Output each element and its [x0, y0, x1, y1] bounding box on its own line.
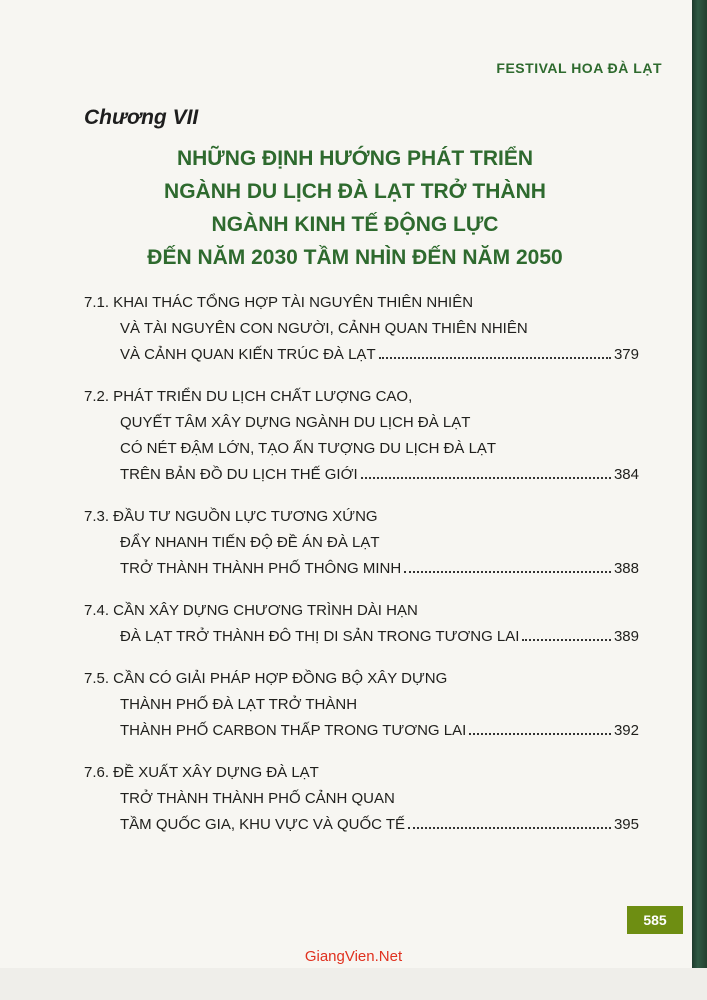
- dot-leader: [522, 639, 611, 641]
- book-spine-edge: [692, 0, 707, 968]
- toc-line: QUYẾT TÂM XÂY DỰNG NGÀNH DU LỊCH ĐÀ LẠT: [120, 414, 471, 431]
- page-number-badge: 585: [627, 906, 683, 934]
- toc-page-number: 388: [613, 560, 639, 577]
- toc-page-number: 392: [613, 722, 639, 739]
- toc-entry[interactable]: [84, 760, 639, 838]
- toc-line-last: [84, 462, 639, 488]
- toc-line: 7.3. ĐẦU TƯ NGUỒN LỰC TƯƠNG XỨNG: [84, 508, 378, 525]
- toc-line-last: [84, 342, 639, 368]
- toc-entry[interactable]: [84, 290, 639, 368]
- toc-line-last: [84, 812, 639, 838]
- toc-line-text: THÀNH PHỐ CARBON THẤP TRONG TƯƠNG LAI: [120, 722, 467, 739]
- toc-page-number: 379: [613, 346, 639, 363]
- toc-line-last: [84, 556, 639, 582]
- dot-leader: [379, 357, 611, 359]
- toc-line: ĐẨY NHANH TIẾN ĐỘ ĐỀ ÁN ĐÀ LẠT: [120, 534, 380, 551]
- toc-line-text: VÀ CẢNH QUAN KIẾN TRÚC ĐÀ LẠT: [120, 346, 376, 363]
- dot-leader: [404, 571, 611, 573]
- watermark-text: GiangVien.Net: [304, 948, 403, 965]
- toc-line-text: TRÊN BẢN ĐỒ DU LỊCH THẾ GIỚI: [120, 466, 358, 483]
- toc-line: 7.2. PHÁT TRIỂN DU LỊCH CHẤT LƯỢNG CAO,: [84, 388, 413, 405]
- toc-entry[interactable]: [84, 384, 639, 488]
- chapter-title-line: NGÀNH KINH TẾ ĐỘNG LỰC: [211, 213, 499, 236]
- chapter-title-line: NHỮNG ĐỊNH HƯỚNG PHÁT TRIỂN: [176, 147, 534, 170]
- toc-line-last: [84, 624, 639, 650]
- toc-line: 7.1. KHAI THÁC TỔNG HỢP TÀI NGUYÊN THIÊN NHIÊN: [84, 294, 474, 311]
- toc-line: 7.6. ĐỀ XUẤT XÂY DỰNG ĐÀ LẠT: [84, 764, 319, 781]
- toc-line-last: [84, 718, 639, 744]
- toc-entry[interactable]: [84, 666, 639, 744]
- chapter-label: Chương VII: [84, 106, 199, 129]
- toc-line-text: TẦM QUỐC GIA, KHU VỰC VÀ QUỐC TẾ: [120, 816, 406, 833]
- toc-line-text: TRỞ THÀNH THÀNH PHỐ THÔNG MINH: [120, 560, 402, 577]
- dot-leader: [469, 733, 611, 735]
- toc-entry[interactable]: [84, 598, 639, 650]
- chapter-title-line: ĐẾN NĂM 2030 TẦM NHÌN ĐẾN NĂM 2050: [147, 246, 563, 269]
- page-bottom-margin: [0, 968, 707, 1000]
- table-of-contents: [84, 290, 639, 854]
- chapter-title: [110, 142, 600, 274]
- toc-line: 7.5. CẦN CÓ GIẢI PHÁP HỢP ĐỒNG BỘ XÂY DỰNG: [84, 670, 448, 687]
- chapter-title-line: NGÀNH DU LỊCH ĐÀ LẠT TRỞ THÀNH: [164, 180, 546, 203]
- toc-line: 7.4. CẦN XÂY DỰNG CHƯƠNG TRÌNH DÀI HẠN: [84, 602, 418, 619]
- dot-leader: [408, 827, 611, 829]
- toc-page-number: 389: [613, 628, 639, 645]
- toc-line-text: ĐÀ LẠT TRỞ THÀNH ĐÔ THỊ DI SẢN TRONG TƯƠNG LAI: [120, 628, 520, 645]
- toc-line: CÓ NÉT ĐẬM LỚN, TẠO ẤN TƯỢNG DU LỊCH ĐÀ LẠT: [120, 440, 497, 457]
- dot-leader: [361, 477, 611, 479]
- toc-page-number: 395: [613, 816, 639, 833]
- running-header: FESTIVAL HOA ĐÀ LẠT: [496, 60, 662, 76]
- toc-line: TRỞ THÀNH THÀNH PHỐ CẢNH QUAN: [120, 790, 395, 807]
- toc-page-number: 384: [613, 466, 639, 483]
- toc-line: THÀNH PHỐ ĐÀ LẠT TRỞ THÀNH: [120, 696, 358, 713]
- toc-entry[interactable]: [84, 504, 639, 582]
- toc-line: VÀ TÀI NGUYÊN CON NGƯỜI, CẢNH QUAN THIÊN NHIÊN: [120, 320, 528, 337]
